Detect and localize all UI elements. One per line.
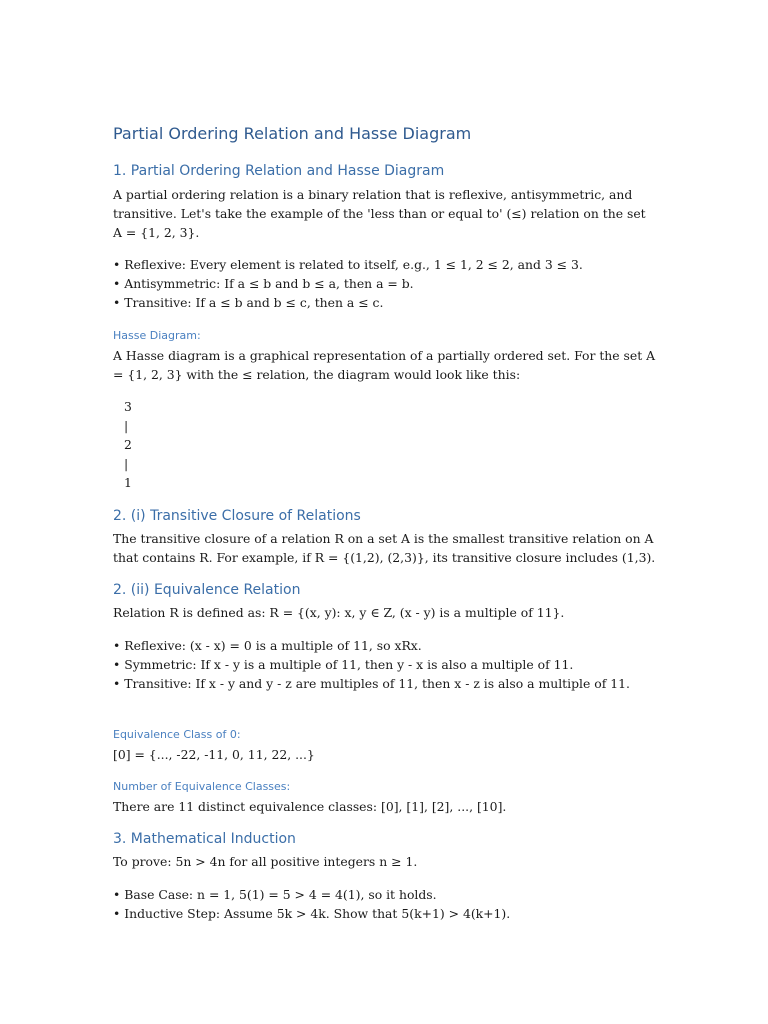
section-2ii-bullet-transitive: • Transitive: If x - y and y - z are multiples of 11, then x - z is also a multiple of 11. <box>113 676 630 691</box>
section-2i-heading: 2. (i) Transitive Closure of Relations <box>113 508 361 524</box>
equivalence-count-text: There are 11 distinct equivalence classes: [0], [1], [2], ..., [10]. <box>113 799 507 814</box>
section-2ii-bullet-reflexive: • Reflexive: (x - x) = 0 is a multiple of 11, so xRx. <box>113 638 422 653</box>
section-2i-text: The transitive closure of a relation R on a set A is the smallest transitive relation on A that contains R. For example, if R = {(1,2), (2,3)}, its transitive closure includes (1,3). <box>113 531 656 565</box>
document-title: Partial Ordering Relation and Hasse Diagram <box>113 124 472 143</box>
section-1-bullet-antisymmetric: • Antisymmetric: If a ≤ b and b ≤ a, then a = b. <box>113 276 414 291</box>
section-3-heading: 3. Mathematical Induction <box>113 831 296 847</box>
hasse-diagram-edge: | <box>124 418 129 433</box>
hasse-diagram-node-3: 3 <box>124 399 132 414</box>
equivalence-class-heading: Equivalence Class of 0: <box>113 728 241 741</box>
section-2ii-bullet-symmetric: • Symmetric: If x - y is a multiple of 11, then y - x is also a multiple of 11. <box>113 657 574 672</box>
section-2ii-definition: Relation R is defined as: R = {(x, y): x, y ∈ Z, (x - y) is a multiple of 11}. <box>113 605 565 620</box>
hasse-diagram-node-2: 2 <box>124 437 132 452</box>
section-3-bullet-base-case: • Base Case: n = 1, 5(1) = 5 > 4 = 4(1), so it holds. <box>113 887 437 902</box>
hasse-diagram-node-1: 1 <box>124 475 132 490</box>
hasse-diagram-heading: Hasse Diagram: <box>113 329 201 342</box>
equivalence-count-heading: Number of Equivalence Classes: <box>113 780 291 793</box>
section-2ii-heading: 2. (ii) Equivalence Relation <box>113 582 301 598</box>
hasse-diagram-text: A Hasse diagram is a graphical representation of a partially ordered set. For the set A = {1, 2, 3} with the ≤ relation, the diagram would look like this: <box>113 348 656 382</box>
section-1-intro: A partial ordering relation is a binary relation that is reflexive, antisymmetric, and transitive. Let's take the example of the 'less than or equal to' (≤) relation on the set A = {1, 2, 3}. <box>113 187 646 240</box>
section-1-bullet-reflexive: • Reflexive: Every element is related to itself, e.g., 1 ≤ 1, 2 ≤ 2, and 3 ≤ 3. <box>113 257 583 272</box>
hasse-diagram-edge: | <box>124 456 129 471</box>
section-3-bullet-inductive-step: • Inductive Step: Assume 5k > 4k. Show that 5(k+1) > 4(k+1). <box>113 906 511 921</box>
equivalence-class-text: [0] = {..., -22, -11, 0, 11, 22, ...} <box>113 747 315 762</box>
section-1-heading: 1. Partial Ordering Relation and Hasse Diagram <box>113 163 445 179</box>
section-3-text: To prove: 5n > 4n for all positive integers n ≥ 1. <box>113 854 418 869</box>
section-1-bullet-transitive: • Transitive: If a ≤ b and b ≤ c, then a ≤ c. <box>113 295 384 310</box>
